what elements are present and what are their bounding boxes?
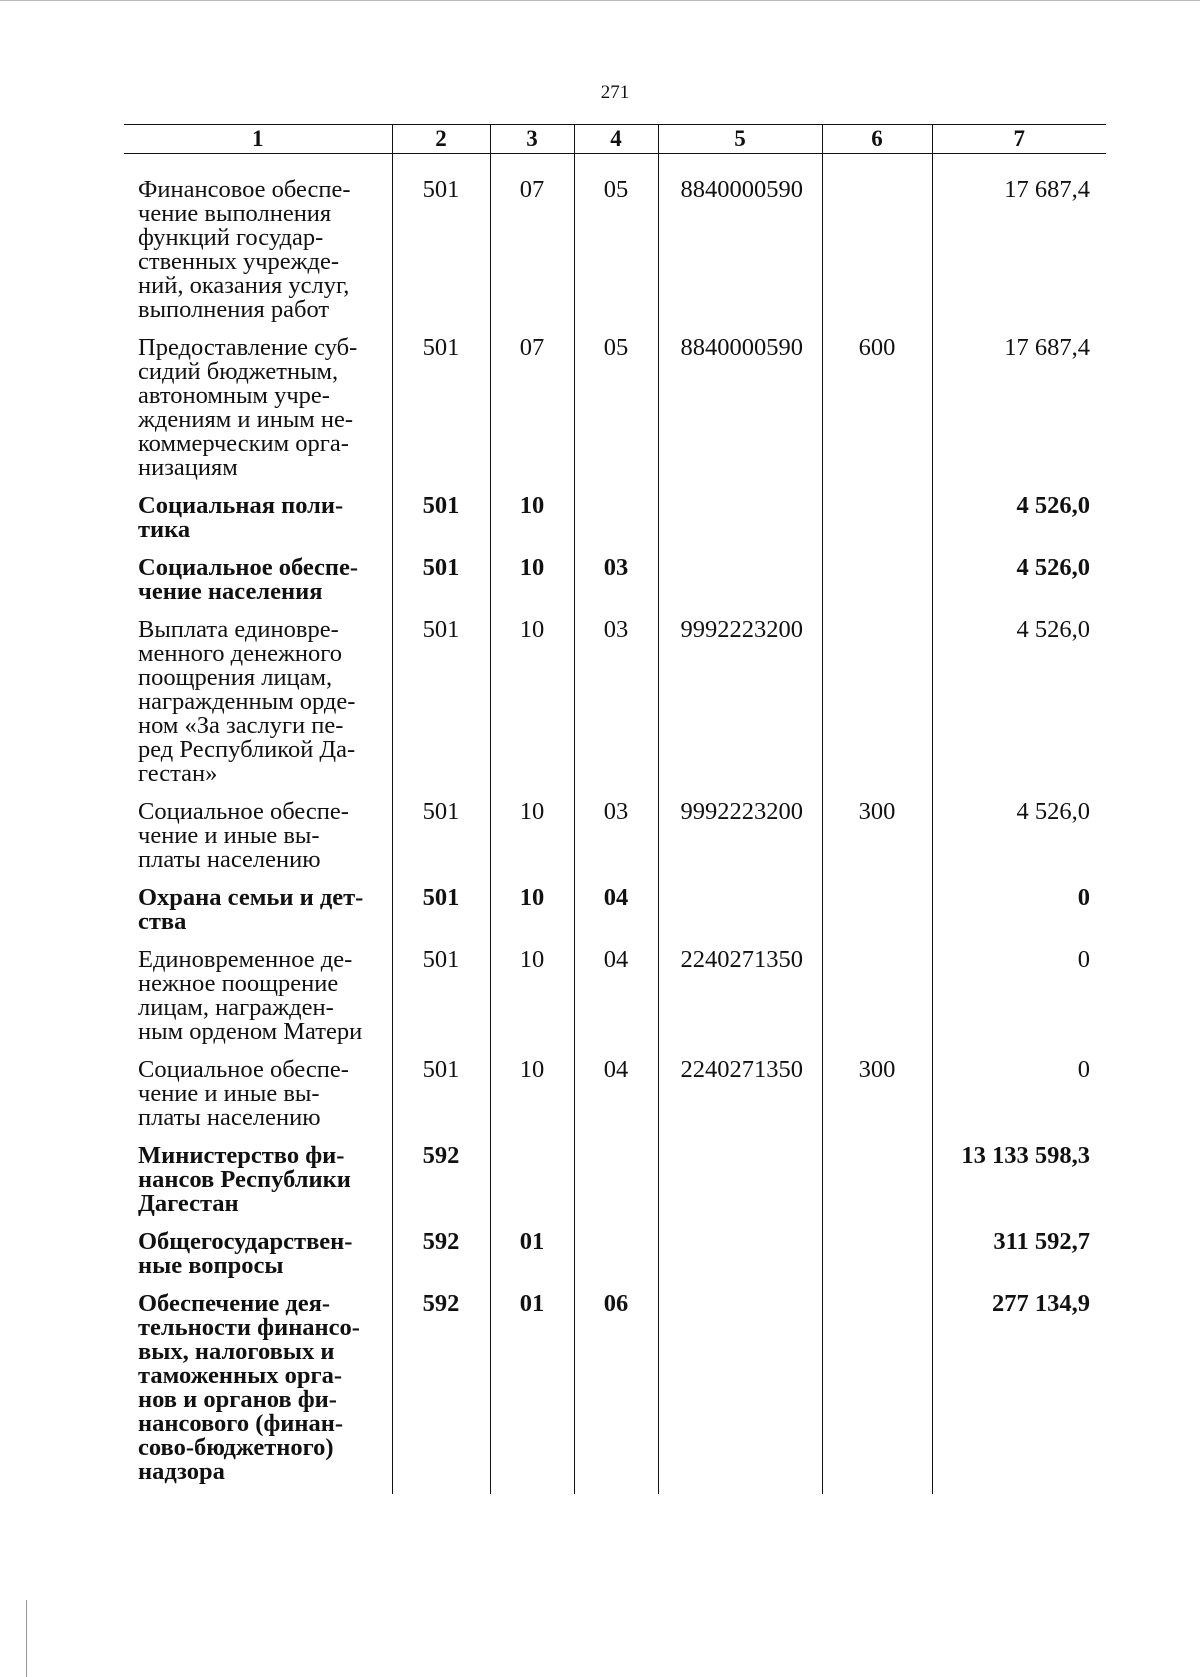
amount-value: 311 592,7 [932,1230,1106,1292]
code-admin: 501 [392,154,490,337]
amount-value: 4 526,0 [932,494,1106,556]
table-row [124,800,1106,886]
code-admin: 501 [392,336,490,494]
table-row [124,1292,1106,1494]
code-target: 8840000590 [658,336,822,494]
column-header: 4 [574,125,658,154]
code-admin: 592 [392,1144,490,1230]
column-header: 2 [392,125,490,154]
scan-edge-left [26,1600,27,1677]
amount-value: 277 134,9 [932,1292,1106,1494]
amount-value: 4 526,0 [932,618,1106,800]
code-admin: 501 [392,1058,490,1144]
code-subsection: 04 [574,1058,658,1144]
table-row [124,948,1106,1058]
code-target: 2240271350 [658,1058,822,1144]
amount-value: 4 526,0 [932,800,1106,886]
header-row [124,125,1106,154]
code-subsection: 03 [574,800,658,886]
row-description: Общегосударствен- ные вопросы [138,1228,353,1279]
code-section: 10 [490,948,574,1058]
code-admin: 501 [392,800,490,886]
code-subsection [574,1230,658,1292]
row-description: Министерство фи- нансов Республики Дагестан [138,1142,351,1217]
table-row [124,1058,1106,1144]
column-header: 7 [932,125,1106,154]
code-admin: 501 [392,886,490,948]
code-target: 2240271350 [658,948,822,1058]
table-row [124,336,1106,494]
code-section: 10 [490,886,574,948]
code-expense-type [822,1230,932,1292]
code-target [658,556,822,618]
row-description: Социальное обеспе- чение и иные вы- платы населению [138,1056,349,1131]
code-section: 10 [490,618,574,800]
code-subsection: 03 [574,618,658,800]
row-description: Социальное обеспе- чение и иные вы- платы населению [138,798,349,873]
code-expense-type [822,886,932,948]
code-section: 10 [490,494,574,556]
code-admin: 592 [392,1292,490,1494]
code-subsection: 04 [574,948,658,1058]
row-description: Охрана семьи и дет- ства [138,884,364,935]
column-header: 6 [822,125,932,154]
table-row [124,618,1106,800]
code-expense-type [822,494,932,556]
row-description: Обеспечение дея- тельности финансо- вых, налоговых и таможенных орга- нов и органов фи- нансового (финан- сово-бюджетного) надзора [138,1290,360,1485]
table-row [124,886,1106,948]
code-target [658,1144,822,1230]
code-subsection [574,1144,658,1230]
code-target: 8840000590 [658,154,822,337]
code-section: 01 [490,1230,574,1292]
code-admin: 501 [392,494,490,556]
code-expense-type [822,556,932,618]
code-expense-type: 600 [822,336,932,494]
code-expense-type [822,948,932,1058]
table-body [124,154,1106,1495]
row-description: Финансовое обеспе- чение выполнения функций государ- ственных учрежде- ний, оказания услуг, выполнения работ [138,176,351,323]
code-admin: 501 [392,618,490,800]
table-row [124,1144,1106,1230]
row-description: Выплата единовре- менного денежного поощрения лицам, награжденным орде- ном «За заслуги пе- ред Республикой Да- гестан» [138,616,356,787]
column-header: 5 [658,125,822,154]
code-target [658,1292,822,1494]
amount-value: 17 687,4 [932,336,1106,494]
code-target [658,1230,822,1292]
code-admin: 501 [392,556,490,618]
column-header: 3 [490,125,574,154]
code-target: 9992223200 [658,618,822,800]
code-admin: 592 [392,1230,490,1292]
amount-value: 13 133 598,3 [932,1144,1106,1230]
scan-edge-top [0,0,1200,1]
column-header: 1 [124,125,392,154]
code-target: 9992223200 [658,800,822,886]
code-section [490,1144,574,1230]
table-row [124,154,1106,337]
amount-value: 0 [932,1058,1106,1144]
amount-value: 4 526,0 [932,556,1106,618]
code-expense-type: 300 [822,1058,932,1144]
code-target [658,886,822,948]
code-subsection: 05 [574,154,658,337]
code-expense-type [822,618,932,800]
code-expense-type [822,1292,932,1494]
amount-value: 0 [932,886,1106,948]
row-description: Предоставление суб- сидий бюджетным, автономным учре- ждениям и иным не- коммерческим орга- низациям [138,334,358,481]
code-subsection: 05 [574,336,658,494]
code-section: 07 [490,154,574,337]
table-row [124,494,1106,556]
code-subsection: 06 [574,1292,658,1494]
code-admin: 501 [392,948,490,1058]
page-number: 271 [600,82,630,103]
code-expense-type: 300 [822,800,932,886]
amount-value: 17 687,4 [932,154,1106,337]
code-section: 10 [490,556,574,618]
code-section: 07 [490,336,574,494]
code-target [658,494,822,556]
row-description: Социальное обеспе- чение населения [138,554,359,605]
code-subsection: 03 [574,556,658,618]
amount-value: 0 [932,948,1106,1058]
budget-table [124,124,1106,1494]
code-section: 10 [490,1058,574,1144]
code-subsection [574,494,658,556]
table-row [124,556,1106,618]
code-subsection: 04 [574,886,658,948]
table-row [124,1230,1106,1292]
code-expense-type [822,154,932,337]
row-description: Социальная поли- тика [138,492,344,543]
code-expense-type [822,1144,932,1230]
row-description: Единовременное де- нежное поощрение лицам, награжден- ным орденом Матери [138,946,363,1045]
code-section: 01 [490,1292,574,1494]
code-section: 10 [490,800,574,886]
